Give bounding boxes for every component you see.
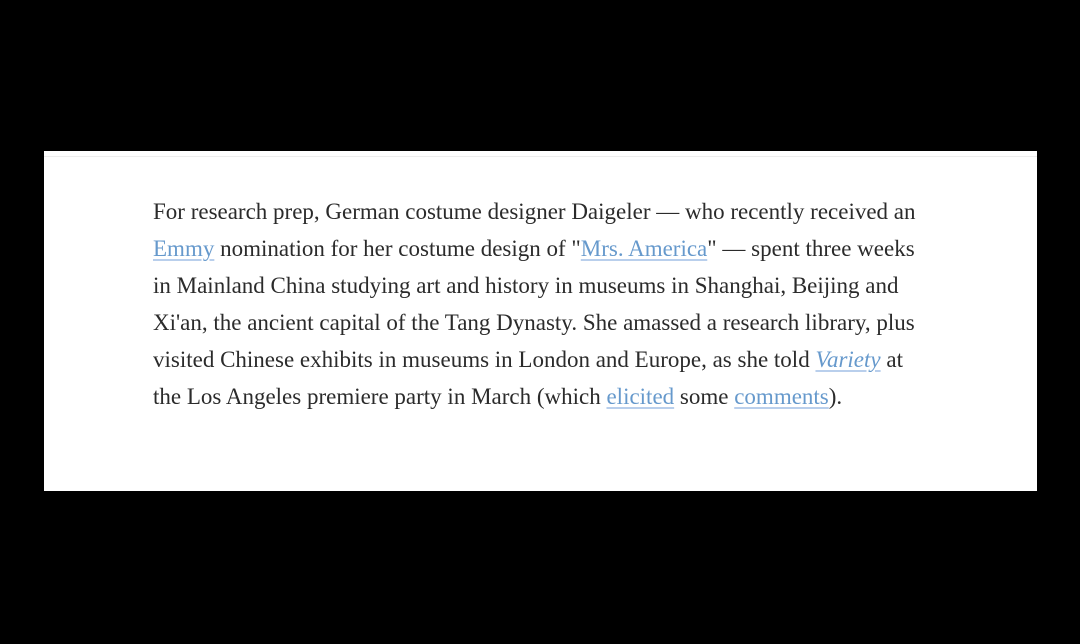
link-emmy[interactable]: Emmy — [153, 236, 215, 261]
paragraph-text: For research prep, German costume designer Daigeler — who recently received an — [153, 199, 916, 224]
link-variety[interactable]: Variety — [815, 347, 881, 372]
paragraph-text: at the Los Angeles premiere party in March (which — [153, 347, 903, 409]
link-mrs-america[interactable]: Mrs. America — [580, 236, 708, 261]
article-card — [44, 151, 1037, 491]
paragraph-text: ). — [828, 384, 843, 409]
article-paragraph — [44, 151, 1037, 415]
card-top-divider — [44, 156, 1037, 157]
paragraph-text: nomination for her costume design of " — [214, 236, 581, 261]
link-comments[interactable]: comments — [734, 384, 829, 409]
link-elicited[interactable]: elicited — [606, 384, 675, 409]
paragraph-text: " — spent three weeks in Mainland China studying art and history in museums in Shanghai, Beijing and Xi'an, the ancient capital of the Tang Dynasty. She amassed a research library, plus visited Chinese exhibits in museums in London and Europe, as she told — [153, 236, 915, 372]
paragraph-text: some — [674, 384, 735, 409]
